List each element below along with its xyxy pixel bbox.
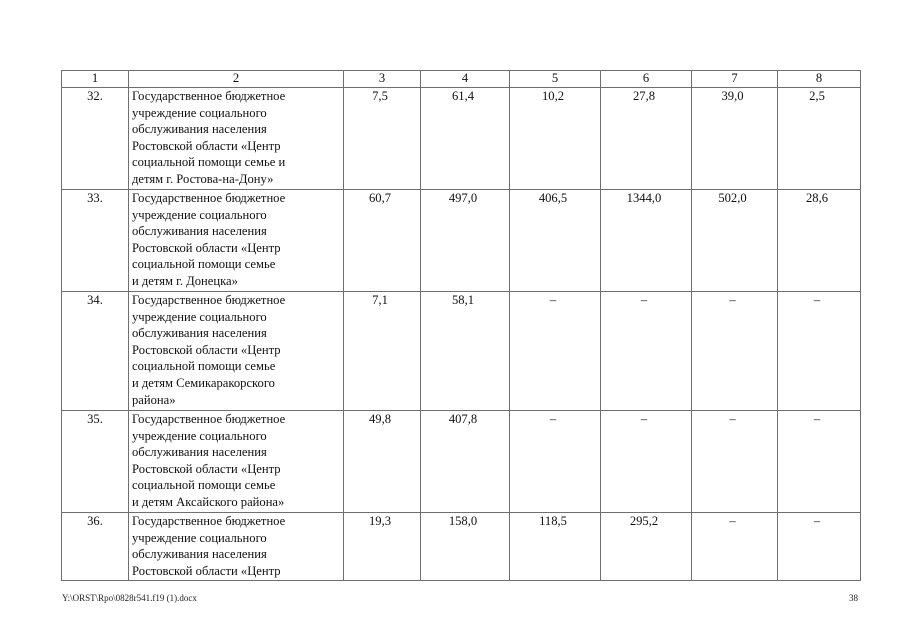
table-row xyxy=(62,292,861,411)
cell-col-5: 10,2 xyxy=(510,88,601,190)
column-header-1: 1 xyxy=(62,71,129,88)
cell-col-5: 118,5 xyxy=(510,513,601,581)
column-header-6: 6 xyxy=(601,71,692,88)
institution-name: Государственное бюджетное учреждение социального обслуживания населения Ростовской области «Центр социальной помощи семье и детям Аксайского района» xyxy=(129,411,344,513)
cell-col-8: 28,6 xyxy=(778,190,861,292)
institution-name: Государственное бюджетное учреждение социального обслуживания населения Ростовской области «Центр xyxy=(129,513,344,581)
row-number: 36. xyxy=(62,513,129,581)
cell-col-6: – xyxy=(601,292,692,411)
row-number: 34. xyxy=(62,292,129,411)
row-number: 33. xyxy=(62,190,129,292)
footer-file-path: Y:\ORST\Rpo\0828r541.f19 (1).docx xyxy=(62,593,197,603)
cell-col-3: 19,3 xyxy=(344,513,421,581)
table-row xyxy=(62,411,861,513)
row-number: 35. xyxy=(62,411,129,513)
cell-col-8: – xyxy=(778,411,861,513)
institution-name: Государственное бюджетное учреждение социального обслуживания населения Ростовской области «Центр социальной помощи семье и детям г. Донецка» xyxy=(129,190,344,292)
data-table xyxy=(61,70,861,581)
table-row xyxy=(62,88,861,190)
row-number: 32. xyxy=(62,88,129,190)
cell-col-6: 1344,0 xyxy=(601,190,692,292)
footer-page-number: 38 xyxy=(849,593,858,603)
cell-col-8: 2,5 xyxy=(778,88,861,190)
cell-col-5: 406,5 xyxy=(510,190,601,292)
cell-col-5: – xyxy=(510,292,601,411)
cell-col-5: – xyxy=(510,411,601,513)
column-header-2: 2 xyxy=(129,71,344,88)
cell-col-7: – xyxy=(692,513,778,581)
cell-col-4: 407,8 xyxy=(421,411,510,513)
column-header-3: 3 xyxy=(344,71,421,88)
table-row xyxy=(62,513,861,581)
cell-col-4: 158,0 xyxy=(421,513,510,581)
column-header-4: 4 xyxy=(421,71,510,88)
cell-col-4: 58,1 xyxy=(421,292,510,411)
cell-col-8: – xyxy=(778,513,861,581)
cell-col-3: 7,1 xyxy=(344,292,421,411)
cell-col-3: 49,8 xyxy=(344,411,421,513)
column-header-8: 8 xyxy=(778,71,861,88)
cell-col-7: 39,0 xyxy=(692,88,778,190)
cell-col-8: – xyxy=(778,292,861,411)
column-header-5: 5 xyxy=(510,71,601,88)
institution-name: Государственное бюджетное учреждение социального обслуживания населения Ростовской области «Центр социальной помощи семье и детям Семикаракорского района» xyxy=(129,292,344,411)
cell-col-3: 60,7 xyxy=(344,190,421,292)
table-row xyxy=(62,190,861,292)
table-header-row xyxy=(62,71,861,88)
column-header-7: 7 xyxy=(692,71,778,88)
cell-col-6: 295,2 xyxy=(601,513,692,581)
cell-col-6: 27,8 xyxy=(601,88,692,190)
cell-col-7: – xyxy=(692,411,778,513)
institution-name: Государственное бюджетное учреждение социального обслуживания населения Ростовской области «Центр социальной помощи семье и детям г. Ростова-на-Дону» xyxy=(129,88,344,190)
cell-col-3: 7,5 xyxy=(344,88,421,190)
cell-col-4: 497,0 xyxy=(421,190,510,292)
cell-col-6: – xyxy=(601,411,692,513)
cell-col-7: 502,0 xyxy=(692,190,778,292)
cell-col-7: – xyxy=(692,292,778,411)
cell-col-4: 61,4 xyxy=(421,88,510,190)
